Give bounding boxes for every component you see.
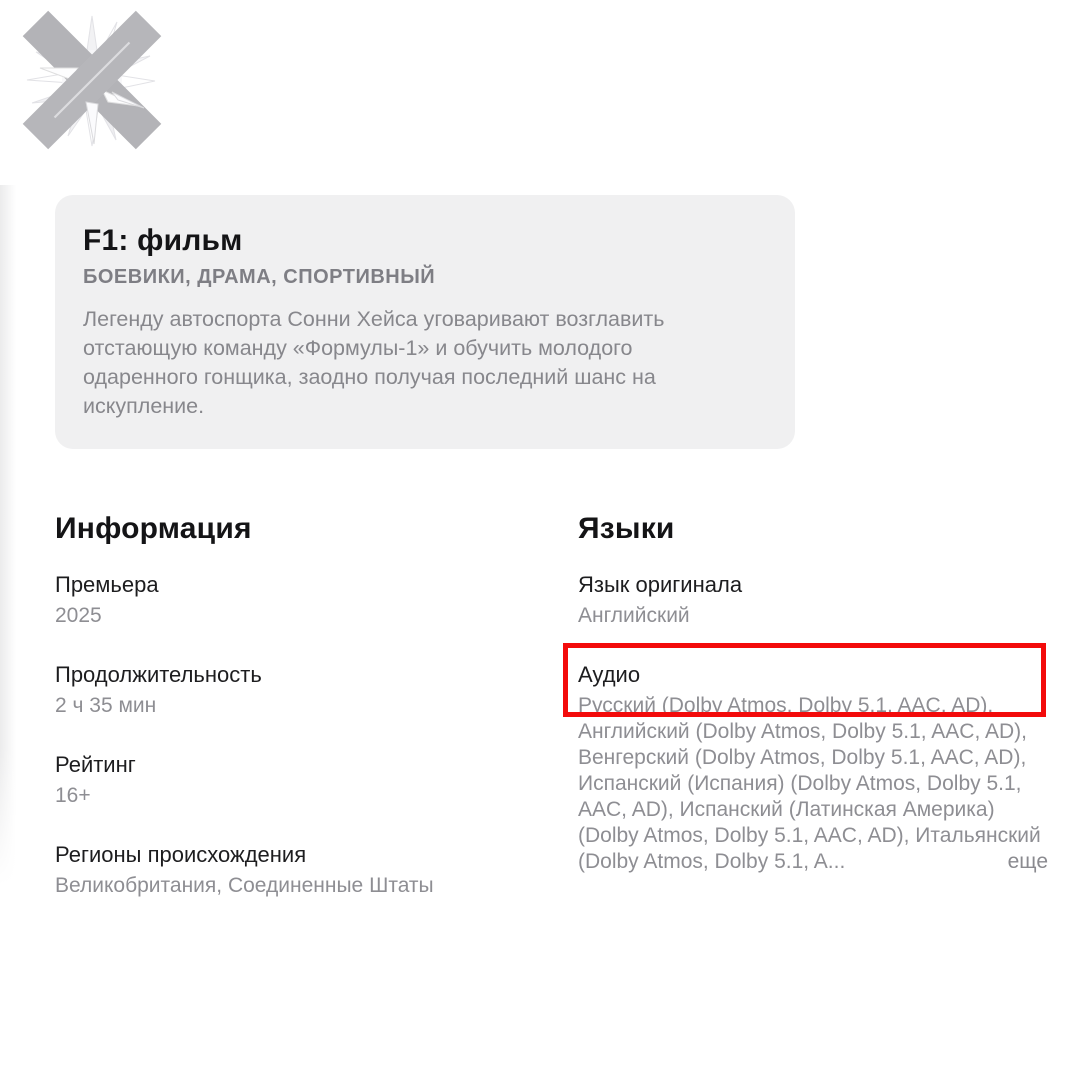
duration-label: Продолжительность — [55, 662, 262, 687]
languages-section-title: Языки — [578, 512, 675, 545]
audio-field — [578, 662, 1048, 875]
more-link[interactable]: еще — [1000, 849, 1048, 875]
duration-value: 2 ч 35 мин — [55, 694, 157, 717]
languages-section — [578, 510, 1048, 932]
rating-value: 16+ — [55, 784, 91, 807]
duration-field — [55, 662, 578, 719]
original-language-field — [578, 572, 1048, 629]
premiere-value: 2025 — [55, 604, 102, 627]
details-columns — [55, 510, 1048, 932]
spiked-x-logo-icon — [22, 6, 162, 154]
audio-first-line: Русский (Dolby Atmos, Dolby 5.1, AAC, AD), — [578, 694, 994, 717]
movie-description: Легенду автоспорта Сонни Хейса уговаривают возглавить отстающую команду «Формулы-1» и обучить молодого одаренного гонщика, заодно получая последний шанс на искупление. — [83, 307, 665, 418]
rating-field — [55, 752, 578, 809]
information-section-title: Информация — [55, 512, 252, 545]
rating-label: Рейтинг — [55, 752, 136, 777]
origin-regions-value: Великобритания, Соединенные Штаты — [55, 874, 434, 897]
premiere-field — [55, 572, 578, 629]
audio-label: Аудио — [578, 662, 641, 687]
movie-genres: БОЕВИКИ, ДРАМА, СПОРТИВНЫЙ — [83, 266, 436, 288]
original-language-label: Язык оригинала — [578, 572, 743, 597]
information-section — [55, 510, 578, 932]
origin-regions-label: Регионы происхождения — [55, 842, 307, 867]
premiere-label: Премьера — [55, 572, 159, 597]
left-edge-shadow — [0, 185, 16, 885]
movie-title: F1: фильм — [83, 224, 243, 257]
audio-value — [578, 693, 1048, 875]
origin-regions-field — [55, 842, 578, 899]
original-language-value: Английский — [578, 604, 690, 627]
audio-remaining-text: Английский (Dolby Atmos, Dolby 5.1, AAC, AD), Венгерский (Dolby Atmos, Dolby 5.1, AAC, AD), Испанский (Испания) (Dolby Atmos, Dolby 5.1, AAC, AD), Испанский (Латинская Америка) (Dolby Atmos, Dolby 5.1, AAC, AD), Итальянский (Dolby Atmos, Dolby 5.1, A... — [578, 720, 1041, 873]
movie-summary-card — [55, 195, 795, 449]
